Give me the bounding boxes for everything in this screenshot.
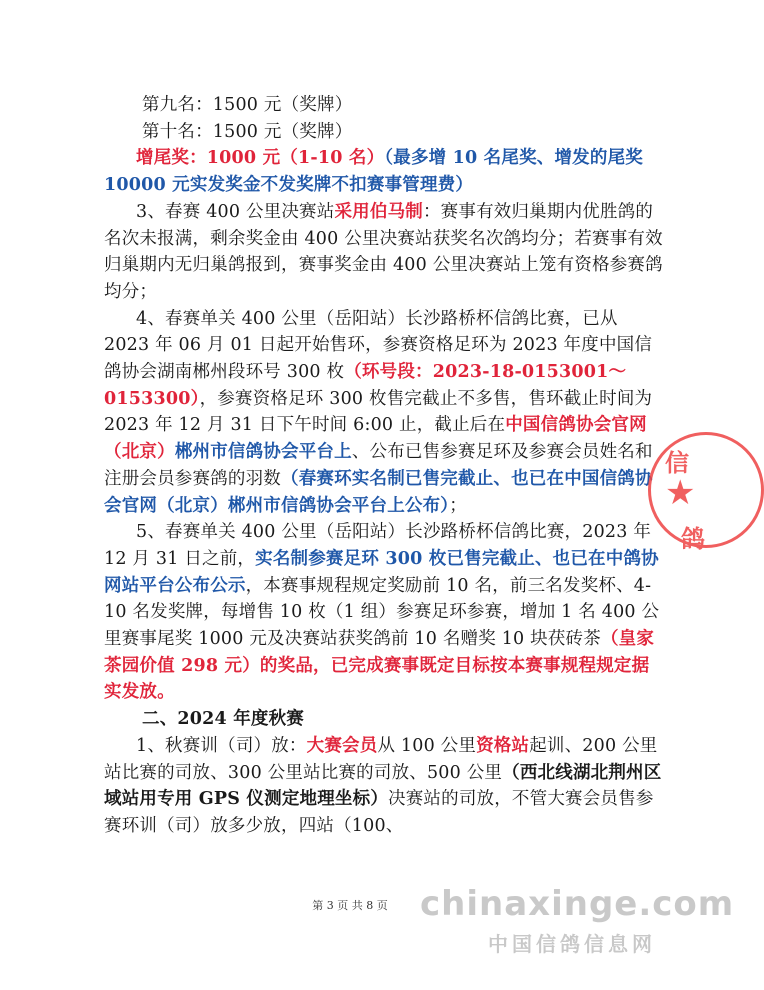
section-4-paragraph [104, 306, 664, 520]
autumn-item-1-text-a: 1、秋赛训（司）放： [136, 735, 307, 756]
watermark-domain: chinaxinge.com [420, 884, 735, 924]
section-4-cxa-site: 中国信鸽协会官网（北京） [104, 415, 647, 463]
autumn-item-1-text-g: 决赛站的司放，不管大赛会员售参赛环训（司）放多少放，四站（100、 [104, 789, 654, 836]
section-4-chenzhou-platform: 郴州市信鸽协会平台上 [174, 442, 352, 463]
document-body [104, 92, 664, 840]
prize-tenth: 第十名：1500 元（奖牌） [142, 121, 353, 142]
autumn-members: 大赛会员 [306, 735, 378, 756]
autumn-item-1-text-c: 从 100 公里 [377, 735, 477, 756]
autumn-gps-note: （西北线湖北荆州区域站用专用 GPS 仪测定地理坐标） [104, 762, 662, 810]
section-5-highlight: 实名制参赛足环 300 枚已售完截止、也已在中鸽协网站平台公布公示 [104, 548, 659, 596]
section-4-note: （春赛环实名制已售完截止、也已在中国信鸽协会官网（北京）郴州市信鸽协会平台上公布） [104, 468, 653, 516]
section-5-text-c: ，本赛事规程规定奖励前 10 名，前三名发奖杯、4-10 名发奖牌，每增售 10 枚（1 组）参赛足环参赛，增加 1 名 400 公里赛事尾奖 1000 元及决赛站获奖鸽前 10 名赠奖 10 块茯砖茶 [104, 575, 660, 650]
stamp-char-2: 鸽 [681, 525, 705, 553]
section-3-text-c: ：赛事有效归巢期内优胜鸽的名次未报满，剩余奖金由 400 公里决赛站获奖名次鸽均分；若赛事有效归巢期内无归巢鸽报到，赛事奖金由 400 公里决赛站上笼有资格参赛鸽均分； [104, 201, 663, 302]
section-4-text-h: ； [449, 495, 467, 516]
section-4-text-c: ，参赛资格足环 300 枚售完截止不多售，售环截止时间为 2023 年 12 月 31 日下午时间 6:00 止，截止后在 [104, 388, 653, 436]
red-seal-stamp [648, 432, 764, 553]
section-3-paragraph [104, 199, 664, 306]
page-footer: 第 3 页 共 8 页 [312, 899, 388, 912]
tail-prize-paragraph [104, 145, 664, 198]
section-3-highlight: 采用伯马制 [334, 201, 423, 222]
section-5-tea-value: （皇家茶园价值 298 元） [104, 629, 655, 676]
tail-prize-note: （最多增 10 名尾奖、增发的尾奖 10000 元实发奖金不发奖牌不扣赛事管理费） [104, 148, 643, 196]
section-5-text-a: 5、春赛单关 400 公里（岳阳站）长沙路桥杯信鸽比赛，2023 年 12 月 31 日之前， [104, 522, 652, 569]
autumn-qualifying-station: 资格站 [476, 735, 530, 756]
autumn-item-1-paragraph [104, 733, 664, 840]
tail-prize-label: 增尾奖：1000 元（1-10 名） [136, 148, 385, 169]
watermark-site-name: 中国信鸽信息网 [488, 932, 656, 956]
autumn-heading: 二、2024 年度秋赛 [142, 709, 304, 730]
section-4-text-a: 4、春赛单关 400 公里（岳阳站）长沙路桥杯信鸽比赛，已从 2023 年 06 月 01 日起开始售环，参赛资格足环为 2023 年度中国信鸽协会湖南郴州段环号 300 枚 [104, 308, 653, 383]
section-4-ring-range: （环号段：2023-18-0153001～0153300） [104, 362, 627, 409]
stamp-char-1: 信 [665, 449, 689, 477]
section-5-prize-word: 的奖品 [259, 655, 314, 676]
star-icon: ★ [665, 473, 696, 513]
section-5-completion: ，已完成赛事既定目标按本赛事规程规定据实发放。 [104, 655, 650, 703]
autumn-item-1-text-e: 起训、200 公里站比赛的司放、300 公里站比赛的司放、500 公里 [104, 735, 658, 783]
section-5-paragraph [104, 519, 664, 706]
section-3-text-a: 3、春赛 400 公里决赛站 [136, 201, 335, 222]
prize-ninth: 第九名：1500 元（奖牌） [142, 95, 353, 115]
section-4-text-f: 、公布已售参赛足环及参赛会员姓名和注册会员参赛鸽的羽数 [104, 442, 653, 489]
